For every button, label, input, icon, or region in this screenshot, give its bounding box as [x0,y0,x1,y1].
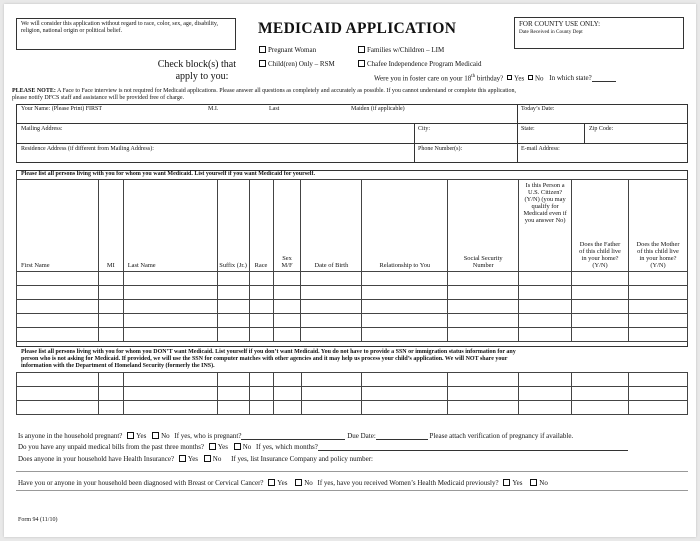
want-medicaid-cell[interactable] [123,286,217,300]
want-medicaid-cell[interactable] [217,286,249,300]
cancer-followup-text: If yes, have you received Women’s Health Medicaid previously? [317,479,499,487]
want-medicaid-cell[interactable] [362,272,448,286]
dont-want-cell[interactable] [249,387,273,401]
checkbox-families-lim[interactable] [358,46,365,53]
dont-want-cell[interactable] [98,373,123,387]
option-label: Child(ren) Only – RSM [268,60,335,68]
col-sex: Sex M/F [273,180,301,272]
dont-want-cell[interactable] [448,373,519,387]
want-medicaid-cell[interactable] [362,286,448,300]
cancer-no-label: No [304,479,313,487]
want-medicaid-cell[interactable] [301,328,362,342]
want-medicaid-cell[interactable] [249,272,273,286]
want-medicaid-cell[interactable] [629,314,688,328]
insurance-company-label: If yes, list Insurance Company and policy number: [231,455,374,463]
dont-want-cell[interactable] [362,401,448,415]
dont-want-cell[interactable] [628,373,687,387]
want-medicaid-heading: Please list all persons living with you for whom you want Medicaid. List yourself if you want Medicaid for yourself. [21,171,315,177]
col-father: Does the Father of this child live in your home? (Y/N) [572,180,629,272]
email-field[interactable] [518,153,687,163]
cancer-prev-no-label: No [539,479,548,487]
check-block-label-line2: apply to you: [175,71,229,82]
dont-want-cell[interactable] [98,387,123,401]
want-medicaid-cell[interactable] [629,328,688,342]
want-medicaid-cell[interactable] [448,286,519,300]
foster-yes-checkbox[interactable] [507,75,512,80]
foster-question-sup: th [471,74,476,79]
foster-yes-label: Yes [514,74,525,83]
zip-label: Zip Code: [589,126,614,132]
option-label: Families w/Children – LIM [367,46,445,54]
want-medicaid-cell[interactable] [572,328,629,342]
question-cancer [18,479,548,487]
cancer-question-text: Have you or anyone in your household been diagnosed with Breast or Cervical Cancer? [18,479,264,487]
want-medicaid-cell[interactable] [629,286,688,300]
dont-want-cell[interactable] [301,373,362,387]
dont-want-cell[interactable] [17,373,99,387]
want-medicaid-cell[interactable] [301,272,362,286]
medicaid-application-form [4,4,696,537]
want-medicaid-cell[interactable] [123,300,217,314]
want-medicaid-cell[interactable] [448,300,519,314]
want-medicaid-cell[interactable] [519,286,572,300]
dont-want-heading-line1: Please list all persons living with you for whom you DON’T want Medicaid. List yourself if you don’t want Medicaid. You do not have to provide a SSN or immigration status information for any [21,349,516,355]
want-medicaid-cell[interactable] [217,300,249,314]
form-number: Form 94 (11/10) [18,517,58,523]
want-medicaid-cell[interactable] [448,314,519,328]
dont-want-cell[interactable] [217,387,249,401]
cancer-bottom-line [16,490,688,491]
want-medicaid-cell[interactable] [362,328,448,342]
want-medicaid-cell[interactable] [273,314,301,328]
dont-want-cell[interactable] [301,387,362,401]
pregnant-no-label: No [161,432,170,440]
option-children-rsm[interactable] [259,60,335,68]
col-mi: MI [98,180,123,272]
want-medicaid-cell[interactable] [123,314,217,328]
non-discrimination-notice [16,18,236,50]
cancer-yes-checkbox[interactable] [268,479,275,486]
dont-want-cell[interactable] [572,387,629,401]
want-medicaid-cell[interactable] [273,272,301,286]
cancer-prev-no-checkbox[interactable] [530,479,537,486]
dont-want-cell[interactable] [273,373,301,387]
dont-want-cell[interactable] [123,401,217,415]
want-medicaid-cell[interactable] [519,300,572,314]
insurance-no-label: No [212,455,222,463]
want-medicaid-cell[interactable] [17,328,99,342]
foster-question-text: Were you in foster care on your 18 [374,74,472,83]
col-relationship: Relationship to You [362,180,448,272]
cancer-prev-yes-checkbox[interactable] [503,479,510,486]
form-title: MEDICAID APPLICATION [258,20,457,37]
checkbox-chafee[interactable] [358,60,365,67]
dont-want-cell[interactable] [17,387,99,401]
option-pregnant-woman[interactable] [259,46,316,54]
checkbox-pregnant-woman[interactable] [259,46,266,53]
pregnant-yes-checkbox[interactable] [127,432,134,439]
want-medicaid-row [17,286,688,300]
want-medicaid-cell[interactable] [519,314,572,328]
want-medicaid-cell[interactable] [572,314,629,328]
please-note-text2: please notify DFCS staff and assistance will be provided free of charge. [12,95,185,101]
want-medicaid-cell[interactable] [273,328,301,342]
want-medicaid-cell[interactable] [249,328,273,342]
want-medicaid-row [17,300,688,314]
want-medicaid-cell[interactable] [572,272,629,286]
todays-date-field[interactable] [518,113,687,123]
dont-want-row [17,387,688,401]
want-medicaid-cell[interactable] [448,328,519,342]
please-note-bold: PLEASE NOTE: [12,88,56,94]
col-last-name: Last Name [123,180,217,272]
dont-want-cell[interactable] [628,401,687,415]
dont-want-cell[interactable] [217,373,249,387]
want-medicaid-cell[interactable] [519,328,572,342]
want-medicaid-cell[interactable] [98,286,123,300]
zip-field[interactable] [585,133,687,143]
want-medicaid-cell[interactable] [301,300,362,314]
dont-want-row [17,401,688,415]
foster-care-question [374,73,616,82]
question-pregnant [18,432,573,440]
checkbox-children-rsm[interactable] [259,60,266,67]
want-medicaid-cell[interactable] [629,272,688,286]
dont-want-cell[interactable] [362,387,448,401]
mailing-address-label: Mailing Address: [21,126,63,132]
email-label: E-mail Address: [521,146,560,152]
dont-want-cell[interactable] [572,401,629,415]
dont-want-cell[interactable] [519,373,572,387]
col-race: Race [249,180,273,272]
want-medicaid-cell[interactable] [98,272,123,286]
want-medicaid-cell[interactable] [572,286,629,300]
notice-text: We will consider this application without regard to race, color, sex, age, disability, religion, national origin or political belief. [21,21,218,34]
want-medicaid-cell[interactable] [17,286,99,300]
foster-no-checkbox[interactable] [528,75,533,80]
mi-label: M.I. [208,106,219,112]
dont-want-cell[interactable] [123,387,217,401]
pregnant-who-field[interactable] [241,432,345,440]
col-suffix: Suffix (Jr.) [217,180,249,272]
want-medicaid-cell[interactable] [17,272,99,286]
col-dob: Date of Birth [301,180,362,272]
bills-no-label: No [242,443,252,451]
dont-want-heading [21,349,691,370]
dont-want-cell[interactable] [301,401,362,415]
dont-want-cell[interactable] [249,373,273,387]
pregnant-yes-label: Yes [136,432,147,440]
residence-address-label: Residence Address (if different from Mailing Address): [21,146,154,152]
please-note [12,88,692,102]
mailing-address-field[interactable] [17,133,413,143]
want-medicaid-cell[interactable] [98,328,123,342]
dont-want-cell[interactable] [572,373,629,387]
want-medicaid-cell[interactable] [217,328,249,342]
dont-want-cell[interactable] [249,401,273,415]
last-label: Last [269,106,280,112]
bills-yes-checkbox[interactable] [209,443,216,450]
dont-want-table [16,372,688,415]
check-block-label [154,59,236,83]
dont-want-row [17,373,688,387]
pregnant-no-checkbox[interactable] [152,432,159,439]
insurance-no-checkbox[interactable] [204,455,211,462]
bills-months-field[interactable] [318,443,628,451]
foster-state-field[interactable] [592,74,616,82]
county-heading: FOR COUNTY USE ONLY: [519,20,601,28]
want-medicaid-cell[interactable] [17,300,99,314]
want-medicaid-row [17,328,688,342]
want-medicaid-cell[interactable] [519,272,572,286]
dont-want-cell[interactable] [628,387,687,401]
question-bills [18,443,628,451]
bills-no-checkbox[interactable] [234,443,241,450]
due-date-field[interactable] [376,432,428,440]
state-label: State: [521,126,535,132]
foster-state-label: In which state? [549,74,592,83]
dont-want-cell[interactable] [519,387,572,401]
due-date-label: Due Date: [347,432,376,440]
date-received-label: Date Received in County Dept [519,29,583,35]
question-insurance [18,455,373,463]
name-field[interactable] [17,113,516,123]
cancer-prev-yes-label: Yes [512,479,523,487]
dont-want-cell[interactable] [17,401,99,415]
want-medicaid-cell[interactable] [301,286,362,300]
col-mother: Does the Mother of this child live in your home? (Y/N) [629,180,688,272]
want-medicaid-row [17,314,688,328]
check-block-label-line1: Check block(s) that [157,59,236,70]
maiden-label: Maiden (if applicable) [351,106,405,112]
dont-want-cell[interactable] [273,401,301,415]
your-name-label: Your Name: (Please Print) FIRST [21,106,103,112]
dont-want-cell[interactable] [519,401,572,415]
want-medicaid-cell[interactable] [362,300,448,314]
want-medicaid-cell[interactable] [249,300,273,314]
want-medicaid-cell[interactable] [249,314,273,328]
want-medicaid-cell[interactable] [123,272,217,286]
todays-date-label: Today’s Date: [521,106,555,112]
want-medicaid-row [17,272,688,286]
city-field[interactable] [415,133,516,143]
cancer-no-checkbox[interactable] [295,479,302,486]
residence-address-field[interactable] [17,153,413,163]
pregnant-who-label: If yes, who is pregnant? [174,432,242,440]
county-use-box [514,17,684,49]
dont-want-cell[interactable] [448,401,519,415]
bills-which-months-label: If yes, which months? [256,443,318,451]
please-note-text: A Face to Face interview is not required for Medicaid applications. Please answer all questions as completely and accurately as possible. If you cannot understand or complete this application, [55,88,517,94]
dont-want-cell[interactable] [362,373,448,387]
bills-question-text: Do you have any unpaid medical bills from the past three months? [18,443,205,451]
state-field[interactable] [518,133,583,143]
want-medicaid-cell[interactable] [217,314,249,328]
want-medicaid-cell[interactable] [273,300,301,314]
dont-want-heading-line2: person who is not asking for Medicaid. If provided, we will use the SSN for computer matches with other agencies and it may help us process your child’s application. We will NOT share your [21,356,508,362]
cancer-yes-label: Yes [277,479,288,487]
want-table-header-row [17,180,688,272]
dont-want-cell[interactable] [98,401,123,415]
insurance-field-line[interactable] [16,471,688,472]
phone-field[interactable] [415,153,516,163]
insurance-yes-checkbox[interactable] [179,455,186,462]
option-label: Chafee Independence Program Medicaid [367,60,482,68]
want-medicaid-cell[interactable] [572,300,629,314]
pregnant-question-text: Is anyone in the household pregnant? [18,432,123,440]
dont-want-cell[interactable] [123,373,217,387]
dont-want-heading-line3: information with the Department of Homeland Security (formerly the INS). [21,363,215,369]
want-medicaid-cell[interactable] [217,272,249,286]
insurance-question-text: Does anyone in your household have Health Insurance? [18,455,175,463]
want-medicaid-cell[interactable] [98,300,123,314]
insurance-yes-label: Yes [187,455,199,463]
col-citizen: Is this Person a U.S. Citizen? (Y/N) (you may qualify for Medicaid even if you answer No) [519,180,572,272]
want-medicaid-cell[interactable] [301,314,362,328]
want-medicaid-cell[interactable] [629,300,688,314]
want-medicaid-cell[interactable] [273,286,301,300]
attach-verification-text: Please attach verification of pregnancy if available. [429,432,574,440]
col-first-name: First Name [17,180,99,272]
want-medicaid-cell[interactable] [17,314,99,328]
col-ssn: Social Security Number [448,180,519,272]
want-medicaid-cell[interactable] [98,314,123,328]
option-families-lim[interactable] [358,46,444,54]
dont-want-cell[interactable] [217,401,249,415]
want-medicaid-table [16,179,688,342]
foster-no-label: No [534,74,544,83]
dont-want-cell[interactable] [273,387,301,401]
want-medicaid-cell[interactable] [123,328,217,342]
phone-label: Phone Number(s): [418,146,463,152]
option-label: Pregnant Woman [268,46,317,54]
want-medicaid-cell[interactable] [249,286,273,300]
want-medicaid-cell[interactable] [448,272,519,286]
city-label: City: [418,126,431,132]
bills-yes-label: Yes [217,443,228,451]
want-medicaid-cell[interactable] [362,314,448,328]
foster-question-text-end: birthday? [475,74,504,83]
dont-want-cell[interactable] [448,387,519,401]
option-chafee[interactable] [358,60,481,68]
